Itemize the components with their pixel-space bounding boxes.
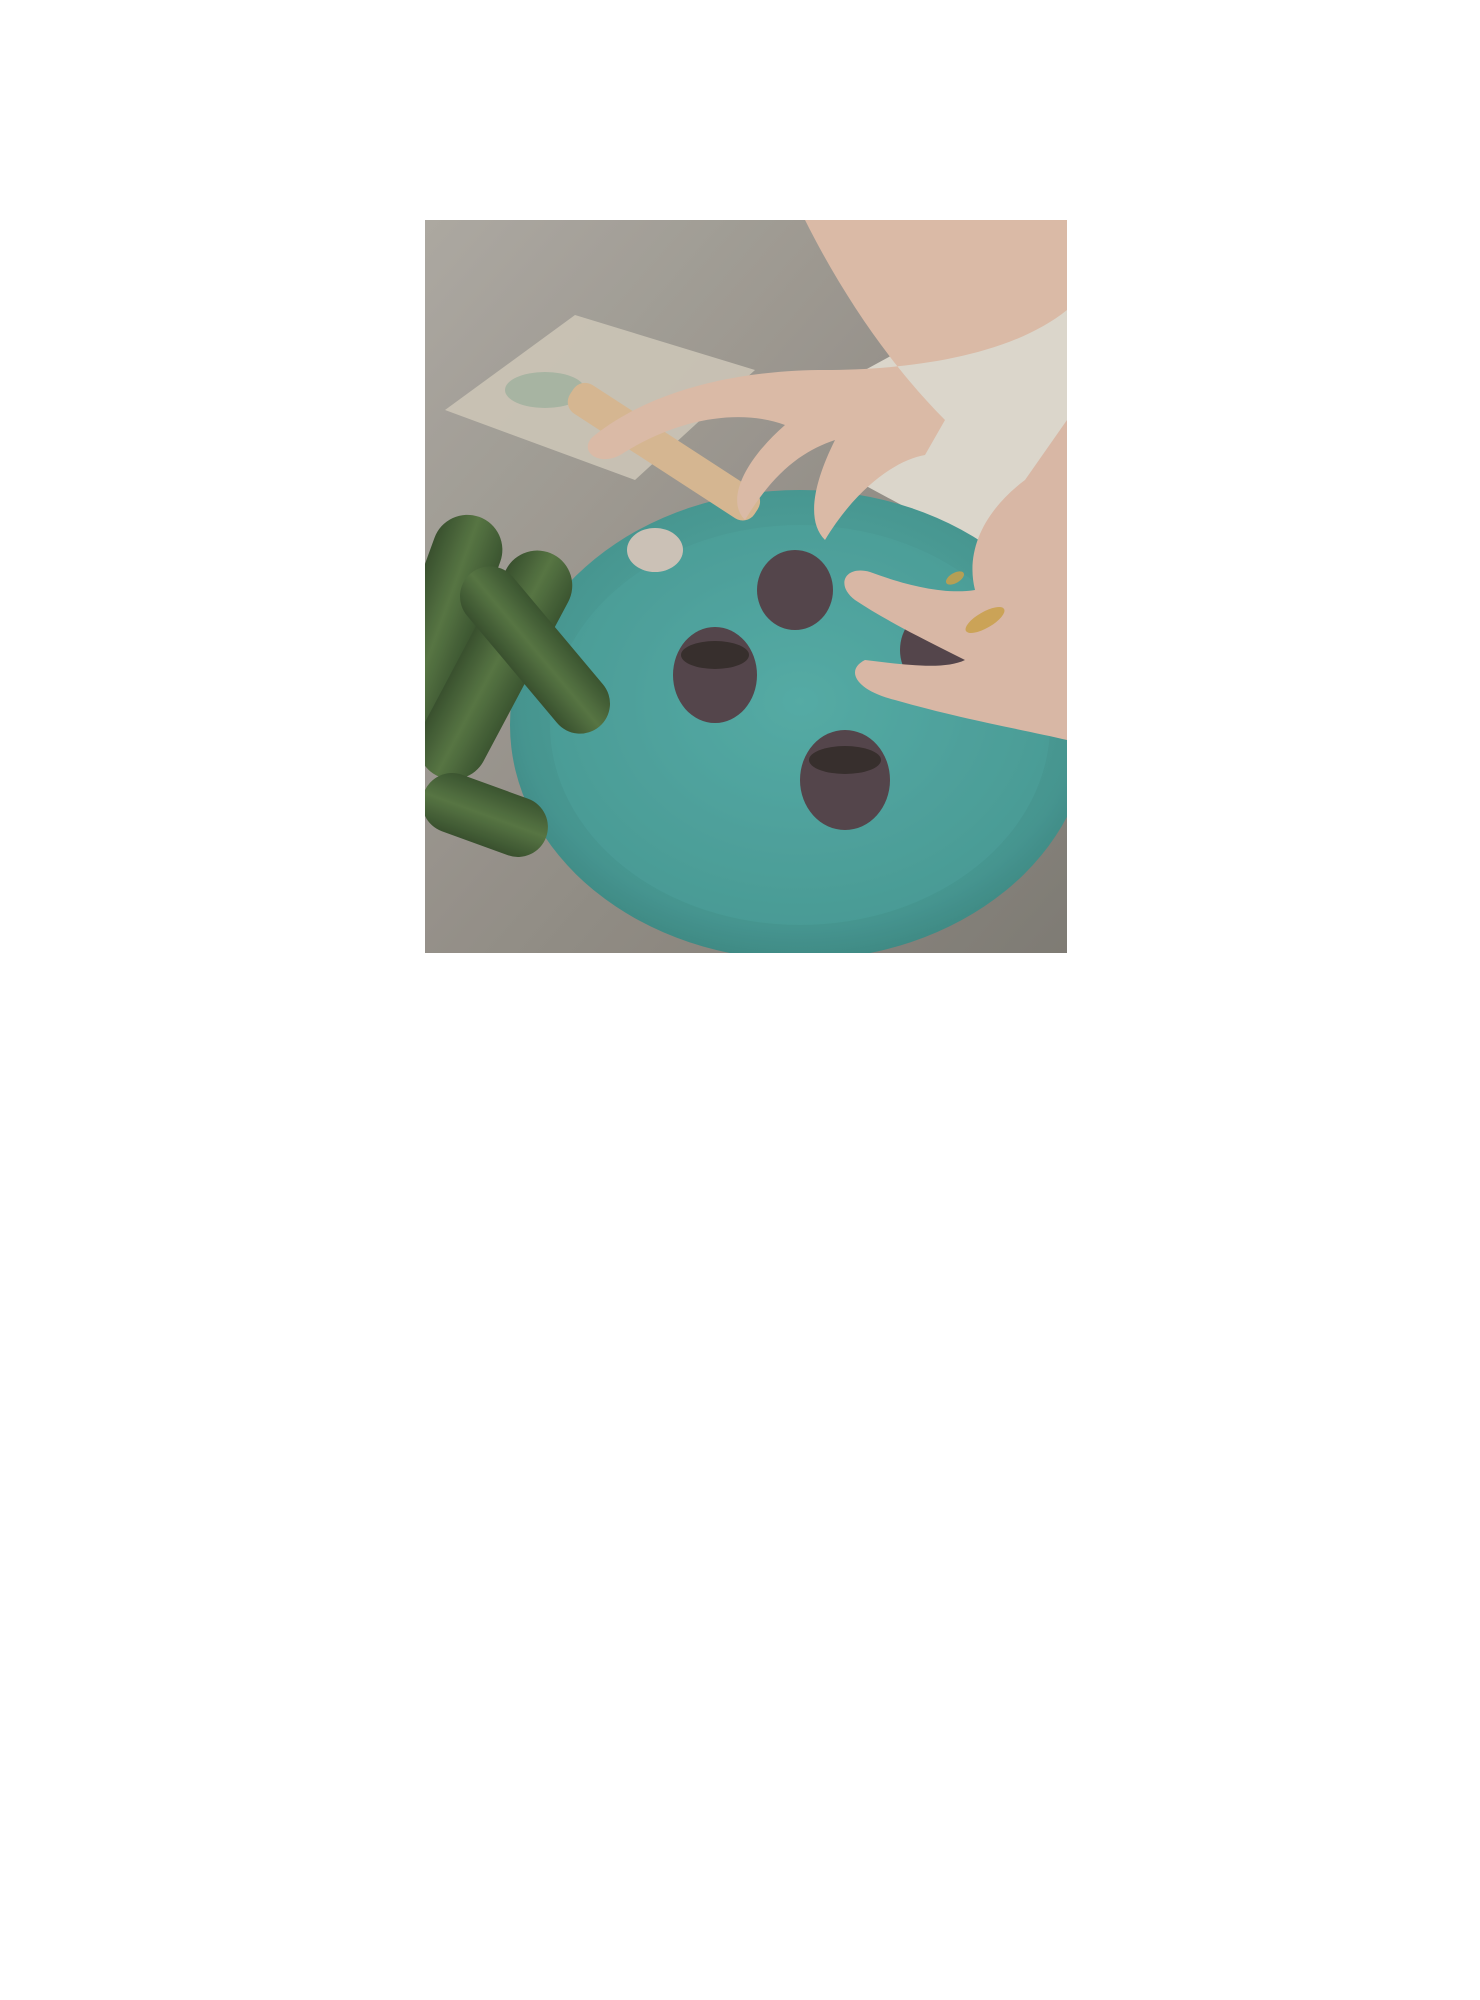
article-photo: [425, 220, 1067, 953]
photo-illustration: [425, 220, 1067, 953]
